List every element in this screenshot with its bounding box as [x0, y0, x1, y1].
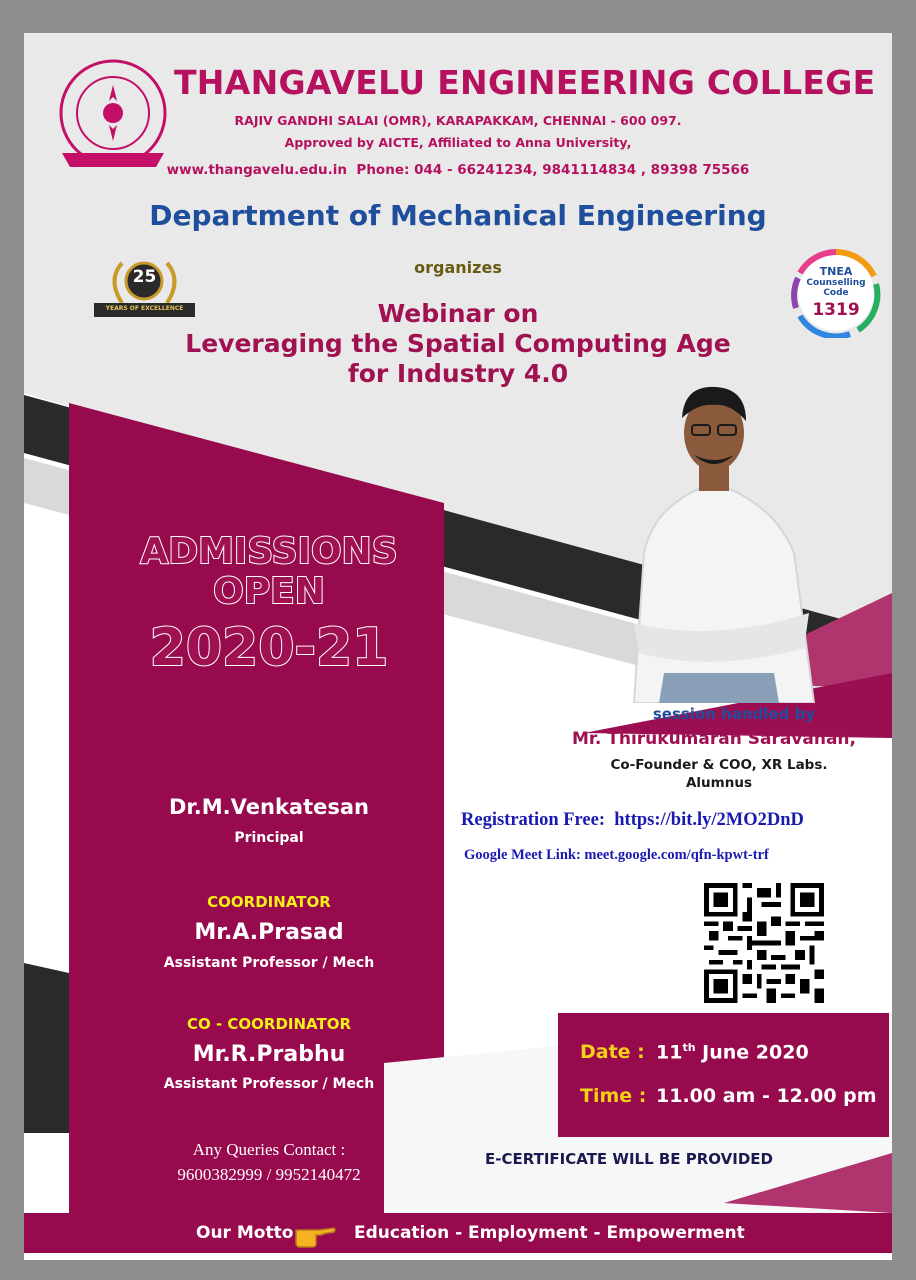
registration-link[interactable]: https://bit.ly/2MO2DnD — [614, 810, 804, 830]
department-title: Department of Mechanical Engineering — [149, 199, 767, 232]
co-coordinator-role: Assistant Professor / Mech — [163, 1076, 375, 1092]
speaker-name: Mr. Thirukumaran Saravanan, — [572, 729, 856, 749]
tnea-line3: Code — [823, 288, 849, 298]
speaker-status: Alumnus — [685, 775, 752, 791]
event-time: 11.00 am - 12.00 pm — [656, 1085, 877, 1107]
tnea-code: 1319 — [812, 300, 860, 320]
college-name: THANGAVELU ENGINEERING COLLEGE — [174, 63, 876, 102]
badge-text: YEARS OF EXCELLENCE — [105, 305, 184, 312]
tnea-line1: TNEA — [819, 265, 853, 278]
speaker-role: Co-Founder & COO, XR Labs. — [610, 757, 828, 773]
qr-code-icon[interactable] — [704, 883, 824, 1003]
college-website[interactable]: www.thangavelu.edu.in — [166, 162, 348, 178]
coordinator-name: Mr.A.Prasad — [194, 920, 344, 945]
date-month-year: June 2020 — [695, 1041, 809, 1064]
date-label: Date : — [580, 1041, 645, 1063]
speaker-intro: session handled by — [652, 705, 816, 723]
college-address: RAJIV GANDHI SALAI (OMR), KARAPAKKAM, CHENNAI - 600 097. — [234, 113, 682, 128]
poster — [24, 33, 892, 1260]
co-coordinator-label: CO - COORDINATOR — [186, 1015, 352, 1033]
co-coordinator-name: Mr.R.Prabhu — [192, 1042, 346, 1067]
college-contact — [24, 162, 892, 178]
webinar-line3: for Industry 4.0 — [347, 359, 569, 388]
date-day: 11 — [656, 1041, 683, 1064]
motto-text: Education - Employment - Empowerment — [354, 1223, 745, 1243]
event-datetime-box — [558, 1013, 889, 1137]
coordinator-label: COORDINATOR — [207, 893, 331, 911]
queries-numbers: 9600382999 / 9952140472 — [177, 1165, 361, 1184]
event-date — [656, 1041, 809, 1063]
time-label: Time : — [580, 1085, 647, 1107]
tnea-line2: Counselling — [806, 278, 866, 288]
registration — [461, 810, 891, 831]
meet-link[interactable]: meet.google.com/qfn-kpwt-trf — [584, 847, 769, 863]
admissions-line2: OPEN — [213, 571, 325, 612]
motto-bar — [24, 1213, 892, 1253]
motto-label: Our Motto — [196, 1223, 294, 1243]
webinar-line1: Webinar on — [377, 299, 539, 328]
pointing-hand-icon — [294, 1218, 336, 1248]
admissions-year: 2020-21 — [149, 618, 389, 678]
admissions-line1: ADMISSIONS — [140, 531, 398, 572]
meet-label: Google Meet Link: — [464, 847, 581, 863]
coordinator-role: Assistant Professor / Mech — [163, 955, 375, 971]
speaker-photo — [604, 373, 834, 703]
principal-name: Dr.M.Venkatesan — [169, 795, 369, 819]
webinar-line2: Leveraging the Spatial Computing Age — [185, 329, 731, 358]
principal-role: Principal — [234, 830, 304, 846]
certificate-note: E-CERTIFICATE WILL BE PROVIDED — [485, 1150, 773, 1168]
organizes-label: organizes — [414, 258, 502, 277]
badge-number: 25 — [132, 267, 157, 287]
queries-label: Any Queries Contact : — [192, 1140, 346, 1159]
registration-label: Registration Free: — [461, 810, 606, 830]
meet — [464, 847, 889, 864]
college-approval: Approved by AICTE, Affiliated to Anna University, — [284, 135, 632, 150]
college-phone: Phone: 044 - 66241234, 9841114834 , 89398 75566 — [356, 162, 750, 178]
date-suffix: th — [682, 1041, 696, 1054]
